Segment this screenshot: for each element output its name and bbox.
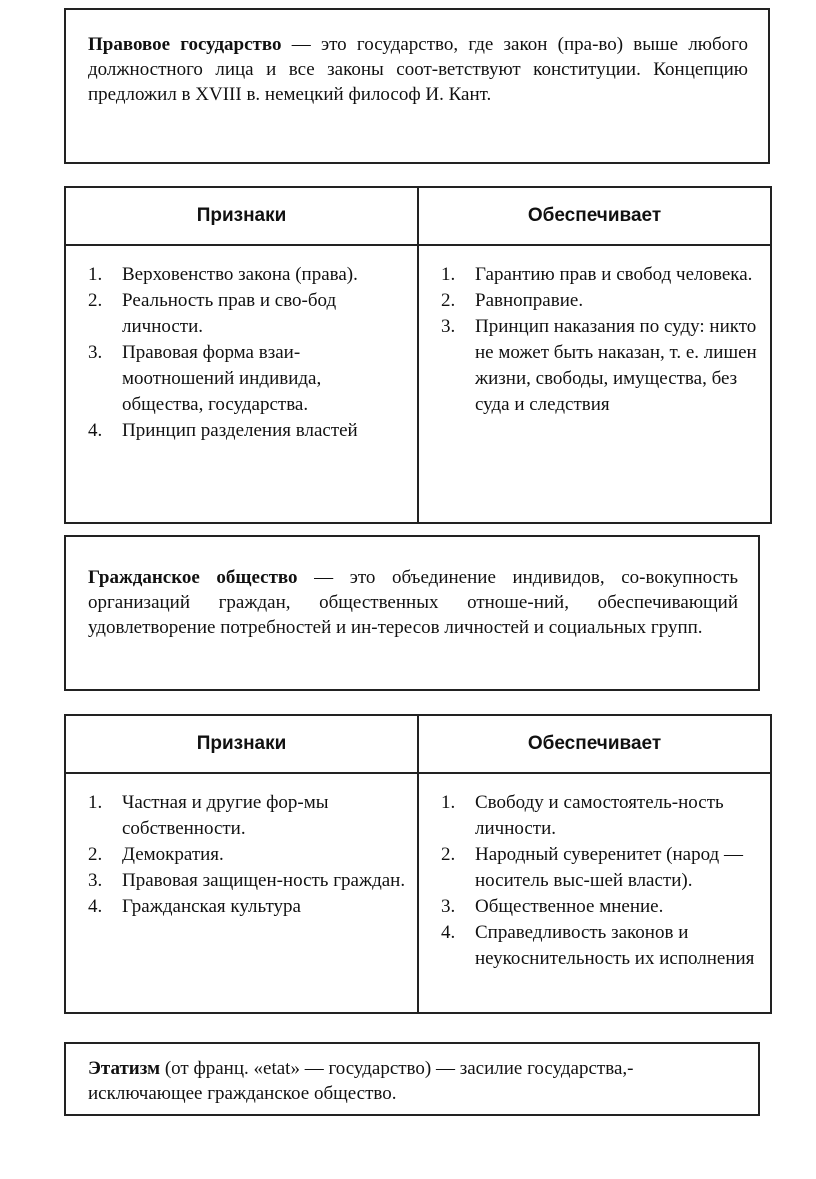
rule-of-law-features-table bbox=[64, 186, 772, 524]
column-header-provides: Обеспечивает bbox=[418, 187, 771, 245]
list-item: 4. Гражданская культура bbox=[88, 896, 301, 917]
list-item: 3. Принцип наказания по суду: никто не может быть наказан, т. е. лишен жизни, свободы, имущества, без суда и следствия bbox=[441, 316, 757, 415]
list-item: 1. Свободу и самостоятель-ность личности. bbox=[441, 792, 724, 839]
list-item: 1. Гарантию прав и свобод человека. bbox=[441, 264, 753, 285]
list-item: 3. Правовая форма взаи-моотношений индивида, общества, государства. bbox=[88, 342, 322, 415]
list-item: 2. Народный суверенитет (народ — носитель выс-шей власти). bbox=[441, 844, 743, 891]
definition-term: Гражданское общество bbox=[88, 567, 298, 588]
definition-box-rule-of-law bbox=[64, 8, 770, 164]
list-item: 4. Принцип разделения властей bbox=[88, 420, 358, 441]
features-cell bbox=[65, 245, 418, 523]
list-item: 2. Реальность прав и сво-бод личности. bbox=[88, 290, 337, 337]
provides-cell bbox=[418, 245, 771, 523]
column-header-features: Признаки bbox=[65, 187, 418, 245]
provides-list bbox=[441, 262, 760, 418]
list-item: 2. Равноправие. bbox=[441, 290, 584, 311]
list-item: 2. Демократия. bbox=[88, 844, 224, 865]
list-item: 1. Частная и другие фор-мы собственности. bbox=[88, 792, 329, 839]
list-item: 4. Справедливость законов и неукоснительность их исполнения bbox=[441, 922, 755, 969]
list-item: 3. Общественное мнение. bbox=[441, 896, 664, 917]
civil-society-features-table bbox=[64, 714, 772, 1014]
definition-text: — это объединение индивидов, со-вокупность организаций граждан, общественных отноше-ний, обеспечивающий удовлетворение потребностей и ин-тересов личностей и социальных групп. bbox=[88, 567, 738, 638]
definition-term: Этатизм bbox=[88, 1058, 161, 1079]
features-list bbox=[88, 790, 407, 920]
list-item: 1. Верховенство закона (права). bbox=[88, 264, 358, 285]
list-item: 3. Правовая защищен-ность граждан. bbox=[88, 870, 406, 891]
features-cell bbox=[65, 773, 418, 1013]
provides-list bbox=[441, 790, 760, 972]
column-header-provides: Обеспечивает bbox=[418, 715, 771, 773]
definition-term: Правовое государство bbox=[88, 34, 282, 55]
features-list bbox=[88, 262, 407, 444]
definition-box-civil-society bbox=[64, 535, 760, 691]
column-header-features: Признаки bbox=[65, 715, 418, 773]
definition-text: (от франц. «etat» — государство) — засилие государства,- исключающее гражданское общество. bbox=[88, 1058, 634, 1104]
provides-cell bbox=[418, 773, 771, 1013]
definition-box-etatism bbox=[64, 1042, 760, 1116]
definition-text: — это государство, где закон (пра-во) выше любого должностного лица и все законы соот-ветствуют конституции. Концепцию предложил в XVIII в. немецкий философ И. Кант. bbox=[88, 34, 748, 105]
